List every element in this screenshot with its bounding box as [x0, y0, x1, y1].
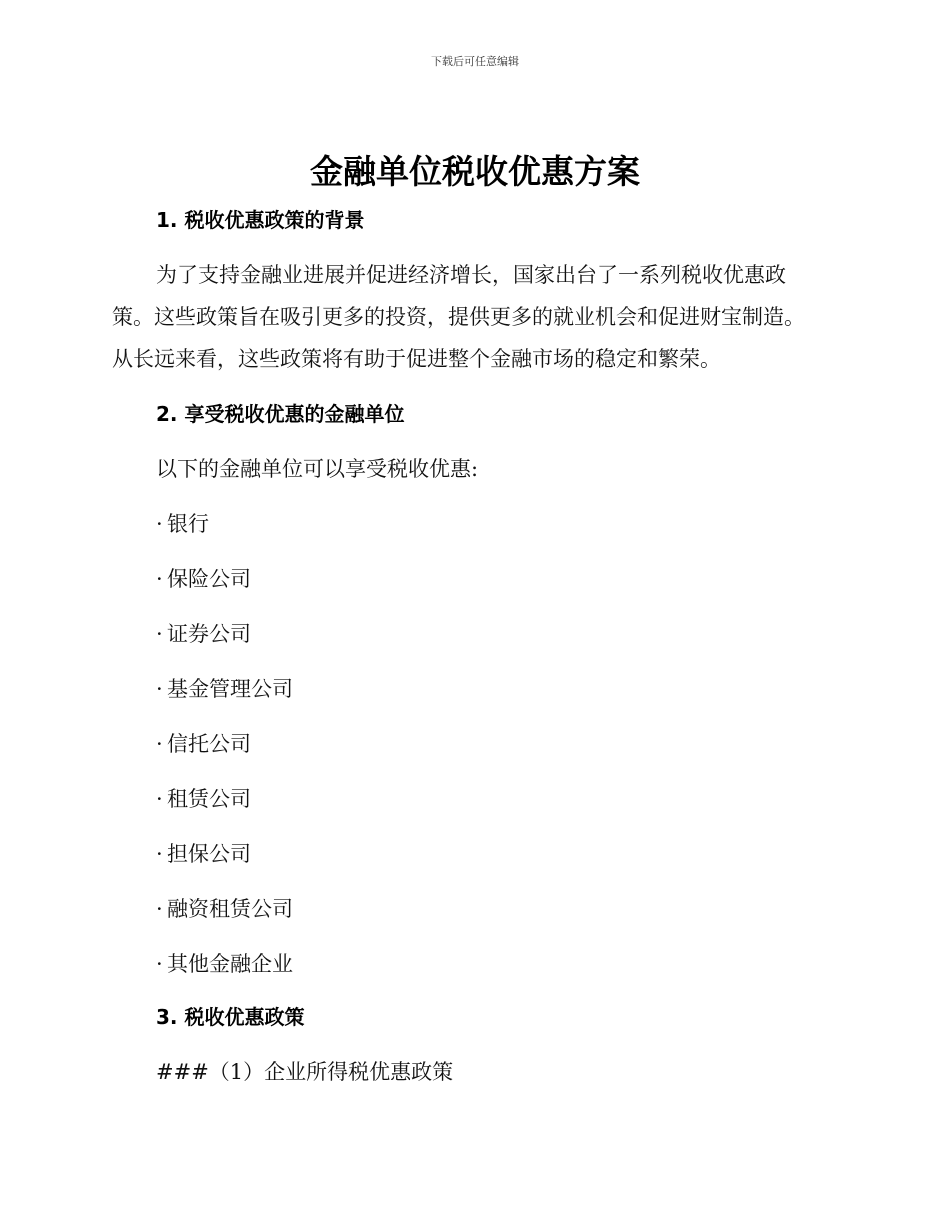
list-item-label: 其他金融企业 — [167, 952, 293, 976]
list-item — [156, 674, 293, 704]
list-item — [156, 564, 251, 594]
bullet-mark: · — [156, 787, 163, 811]
eligible-units-intro: 以下的金融单位可以享受税收优惠: — [156, 457, 479, 481]
list-item — [156, 729, 251, 759]
bullet-mark: · — [156, 677, 163, 701]
list-item-label: 担保公司 — [167, 842, 251, 866]
section-heading-background: 1. 税收优惠政策的背景 — [156, 208, 365, 232]
list-item — [156, 784, 251, 814]
list-item — [156, 894, 293, 924]
list-item-label: 信托公司 — [167, 732, 251, 756]
list-item — [156, 619, 251, 649]
header-note: 下载后可任意编辑 — [431, 55, 519, 68]
bullet-mark: · — [156, 732, 163, 756]
bullet-mark: · — [156, 842, 163, 866]
bullet-mark: · — [156, 622, 163, 646]
list-item-label: 银行 — [167, 512, 209, 536]
list-item-label: 保险公司 — [167, 567, 251, 591]
subsection-heading-corporate-income-tax: ###（1）企业所得税优惠政策 — [156, 1060, 454, 1084]
section-heading-eligible-units: 2. 享受税收优惠的金融单位 — [156, 402, 405, 426]
list-item — [156, 839, 251, 869]
document-title: 金融单位税收优惠方案 — [310, 152, 640, 191]
bullet-mark: · — [156, 897, 163, 921]
list-item — [156, 509, 209, 539]
bullet-mark: · — [156, 512, 163, 536]
list-item-label: 融资租赁公司 — [167, 897, 293, 921]
bullet-mark: · — [156, 567, 163, 591]
list-item-label: 证券公司 — [167, 622, 251, 646]
background-paragraph: 为了支持金融业进展并促进经济增长，国家出台了一系列税收优惠政策。这些政策旨在吸引更多的投资，提供更多的就业机会和促进财宝制造。从长远来看，这些政策将有助于促进整个金融市场的稳定和繁荣。 — [112, 263, 805, 371]
list-item-label: 租赁公司 — [167, 787, 251, 811]
list-item — [156, 949, 293, 979]
section-heading-tax-policy: 3. 税收优惠政策 — [156, 1005, 305, 1029]
bullet-mark: · — [156, 952, 163, 976]
list-item-label: 基金管理公司 — [167, 677, 293, 701]
